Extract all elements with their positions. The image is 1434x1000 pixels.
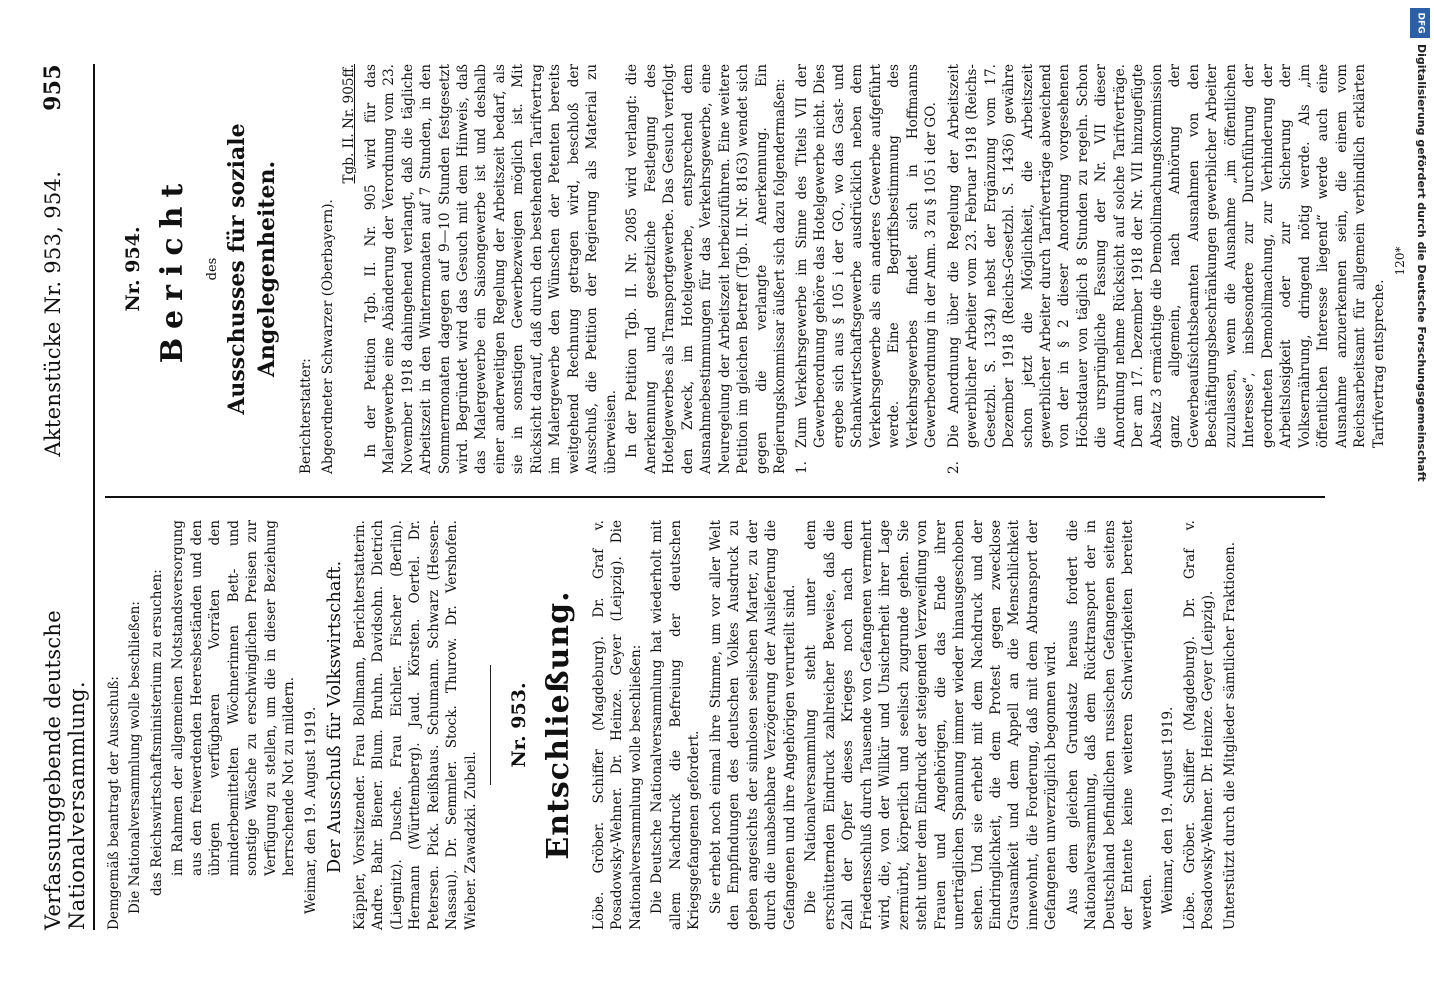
section-rule	[490, 665, 491, 785]
column-divider	[105, 496, 1325, 498]
header-title: Verfassunggebende deutsche Nationalversammlung.	[41, 610, 89, 930]
motion-body: im Rahmen der allgemeinen Notstandsversorgung aus den freiwerdenden Heeresbeständen und den übrigen verfügbaren Vorräten den minderbemittelten Wöchnerinnen Bett- und sonstige Wäsche zu erschwinglichen Preisen zur Verfügung zu stellen, um die in dieser Beziehung herrschende Not zu mildern.	[170, 520, 298, 876]
reporter-name: Abgeordneter Schwarzer (Oberbayern).	[319, 199, 336, 474]
list-number: 1.	[793, 461, 810, 474]
document-number-954: Nr. 954.	[122, 226, 144, 312]
logo-text: DFG	[1415, 12, 1426, 34]
resolution-para-4: Aus dem gleichen Grundsatz heraus fordert die Nationalversammlung, daß dem Rücktransport der in Deutschland befindlichen russischen Gefangenen seitens der Entente keine weiteren Schwierigkeiten bereitet werden.	[1064, 520, 1155, 930]
committee-title: Ausschusses für soziale Angelegenheiten.	[224, 123, 281, 415]
list-item	[945, 64, 1389, 474]
motion-request: das Reichswirtschaftsministerium zu ersuchen:	[148, 569, 165, 896]
page-number: 955	[40, 64, 66, 111]
list-text: Die Anordnung über die Regelung der Arbeitszeit gewerblicher Arbeiter vom 23. Februar 1918 (Reichs-Gesetzbl. S. 1334) nebst der Ergänzung vom 17. Dezember 1918 (Reichs-Gesetzbl. S. 1436) gewähre schon jetzt die Möglichkeit, die Arbeitszeit gewerblicher Arbeiter durch Tarifverträge abweichend von der in § 2 dieser Anordnung vorgesehenen Höchstdauer von täglich 8 Stunden zu regeln. Schon die ursprüngliche Fassung der Nr. VII dieser Anordnung nehme Rücksicht auf solche Tarifverträge. Der am 17. Dezember 1918 der Nr. VII hinzugefügte Absatz 3 ermächtige die Demobilmachungskommission ganz allgemein, nach Anhörung der Gewerbeaufsichtsbeamten Ausnahmen von den Beschäftigungsbeschränkungen gewerblicher Arbeiter zuzulassen, wenn die Ausnahme „im öffentlichen Interesse“, insbesondere zur Durchführung der geordneten Demobilmachung, zur Verhinderung der Arbeitslosigkeit oder zur Sicherung der Volksernährung, dringend nötig werde. Als „im öffentlichen Interesse liegend“ werde auch eine Ausnahme anzuerkennen sein, die einem vom Reichsarbeitsamt für allgemein verbindlich erklärten Tarifvertrag entspreche.	[945, 64, 1387, 448]
header-documents: Aktenstücke Nr. 953, 954.	[41, 170, 65, 457]
report-des: des	[204, 257, 220, 281]
reporter-label: Berichterstatter:	[298, 358, 315, 474]
left-column	[105, 520, 1325, 930]
dfg-logo-icon	[1410, 8, 1430, 38]
resolution-title: Entschließung.	[541, 590, 577, 860]
list-number: 2.	[945, 461, 962, 474]
resolution-para-1: Die Deutsche Nationalversammlung hat wiederholt mit allem Nachdruck die Befreiung der deutschen Kriegsgefangenen gefordert.	[649, 520, 703, 930]
document-number-953: Nr. 953.	[508, 682, 531, 768]
committee-members: Käppler, Vorsitzender. Frau Bollmann, Berichterstatterin. Andre. Bahr. Biener. Blum. Bruhn. Davidsohn. Dietrich (Liegnitz). Dusche. Frau Eichler. Fischer (Berlin). Hermann (Württemberg). Jaud. Körsten. Oertel. Dr. Petersen. Pick. Reißhaus. Schumann. Schwarz (Hessen-Nassau). Dr. Semmler. Stock. Thurow. Dr. Vershofen. Wieber. Zawadzki. Zubeil.	[351, 520, 479, 930]
journal-reference: Tgb. II. Nr. 905ff.	[341, 64, 358, 184]
list-text: Zum Verkehrsgewerbe im Sinne des Titels VII der Gewerbeordnung gehöre das Hotelgewerbe nicht. Dies ergebe sich aus § 105 i der GO., wo das Gast- und Schankwirtschaftsgewerbe ausdrücklich neben dem Verkehrsgewerbe als ein anderes Gewerbe aufgeführt werde. Eine Begriffsbestimmung des Verkehrsgewerbes findet sich in Hoffmanns Gewerbeordnung in der Anm. 3 zu § 105 i der GO.	[793, 64, 940, 448]
right-column	[105, 64, 1408, 474]
resolution-signers: Löbe. Gröber. Schiffer (Magdeburg). Dr. Graf v. Posadowsky-Wehner. Dr. Heinze. Geyer (Leipzig).	[1181, 520, 1217, 930]
resolution-para-2: Sie erhebt noch einmal ihre Stimme, um vor aller Welt den Empfindungen des deutschen Volkes Ausdruck zu geben angesichts der sinnlosen seelischen Marter, zu der durch die unabsehbare Verzögerung der Auslieferung die Gefangenen und ihre Angehörigen verurteilt sind.	[707, 520, 798, 930]
resolution-sponsors: Löbe. Gröber. Schiffer (Magdeburg). Dr. Graf v. Posadowsky-Wehner. Dr. Heinze. Geyer (Leipzig). Die Nationalversammlung wolle beschließen:	[590, 520, 644, 930]
resolution-para-3: Die Nationalversammlung steht unter dem erschütternden Eindruck zahlreicher Beweise, daß die Zahl der Opfer dieses Krieges noch nach dem Friedensschluß durch Tausende von Gefangenen vermehrt wird, die, von der Willkür und Unsicherheit ihrer Lage zermürbt, körperlich und seelisch zugrunde gehen. Sie steht unter dem Eindruck der steigenden Verzweiflung von Frauen und Angehörigen, die das Ende ihrer unerträglichen Spannung immer wieder hinausgeschoben sehen. Und sie erhebt mit dem Nachdruck und der Eindringlichkeit, die dem Protest gegen zwecklose Grausamkeit und dem Appell an die Menschlichkeit innewohnt, die Forderung, daß mit dem Abtransport der Gefangenen unverzüglich begonnen wird.	[803, 520, 1060, 930]
digitization-credit: Digitalisierung gefördert durch die Deutsche Forschungsgemeinschaft	[1415, 44, 1428, 482]
resolution-date: Weimar, den 19. August 1919.	[1160, 706, 1177, 914]
digitization-stamp	[1410, 8, 1430, 992]
report-para-2: In der Petition Tgb. II. Nr. 2085 wird verlangt: die Anerkennung und gesetzliche Festlegung des Hotelgewerbes als Transportgewerbe. Das Gesuch verfolgt den Zweck, im Hotelgewerbe, entsprechend dem Ausnahmebestimmungen für das Verkehrsgewerbe, eine Neuregelung der Arbeitszeit herbeizuführen. Eine weitere Petition im gleichen Betreff (Tgb. II. Nr. 8163) wendet sich gegen die verlangte Anerkennung. Ein Regierungskommissar äußert sich dazu folgendermaßen:	[624, 64, 789, 474]
motion-intro: Demgemäß beantragt der Ausschuß:	[106, 675, 122, 930]
resolution-support: Unterstützt durch die Mitglieder sämtlicher Fraktionen.	[1221, 541, 1238, 930]
page-header	[40, 64, 95, 930]
motion-date: Weimar, den 19. August 1919.	[302, 706, 319, 914]
report-para-1: In der Petition Tgb. II. Nr. 905 wird für das Malergewerbe eine Abänderung der Verordnung vom 23. November 1918 dahingehend verlangt, daß die tägliche Arbeitszeit in den Wintermonaten auf 7 Stunden, in den Sommermonaten dagegen auf 9—10 Stunden festgesetzt wird. Begründet wird das Gesuch mit dem Hinweis, daß das Malergewerbe ein Saisongewerbe ist und deshalb einer anderweitigen Regelung der Arbeitszeit bedarf, als sie in sonstigen Gewerbezweigen möglich ist. Mit Rücksicht darauf, daß durch den bestehenden Tarifvertrag im Malergewerbe den Wünschen der Petenten bereits weitgehend Rechnung getragen wird, beschloß der Ausschuß, die Petition der Regierung als Material zu überweisen.	[362, 64, 619, 474]
text-columns	[105, 64, 1408, 930]
signature-mark: 120*	[1393, 246, 1408, 276]
report-title: Bericht	[154, 174, 190, 364]
motion-resolve: Die Nationalversammlung wolle beschließen:	[127, 601, 144, 914]
list-item	[793, 64, 941, 474]
committee-name: Der Ausschuß für Volkswirtschaft.	[324, 560, 346, 874]
